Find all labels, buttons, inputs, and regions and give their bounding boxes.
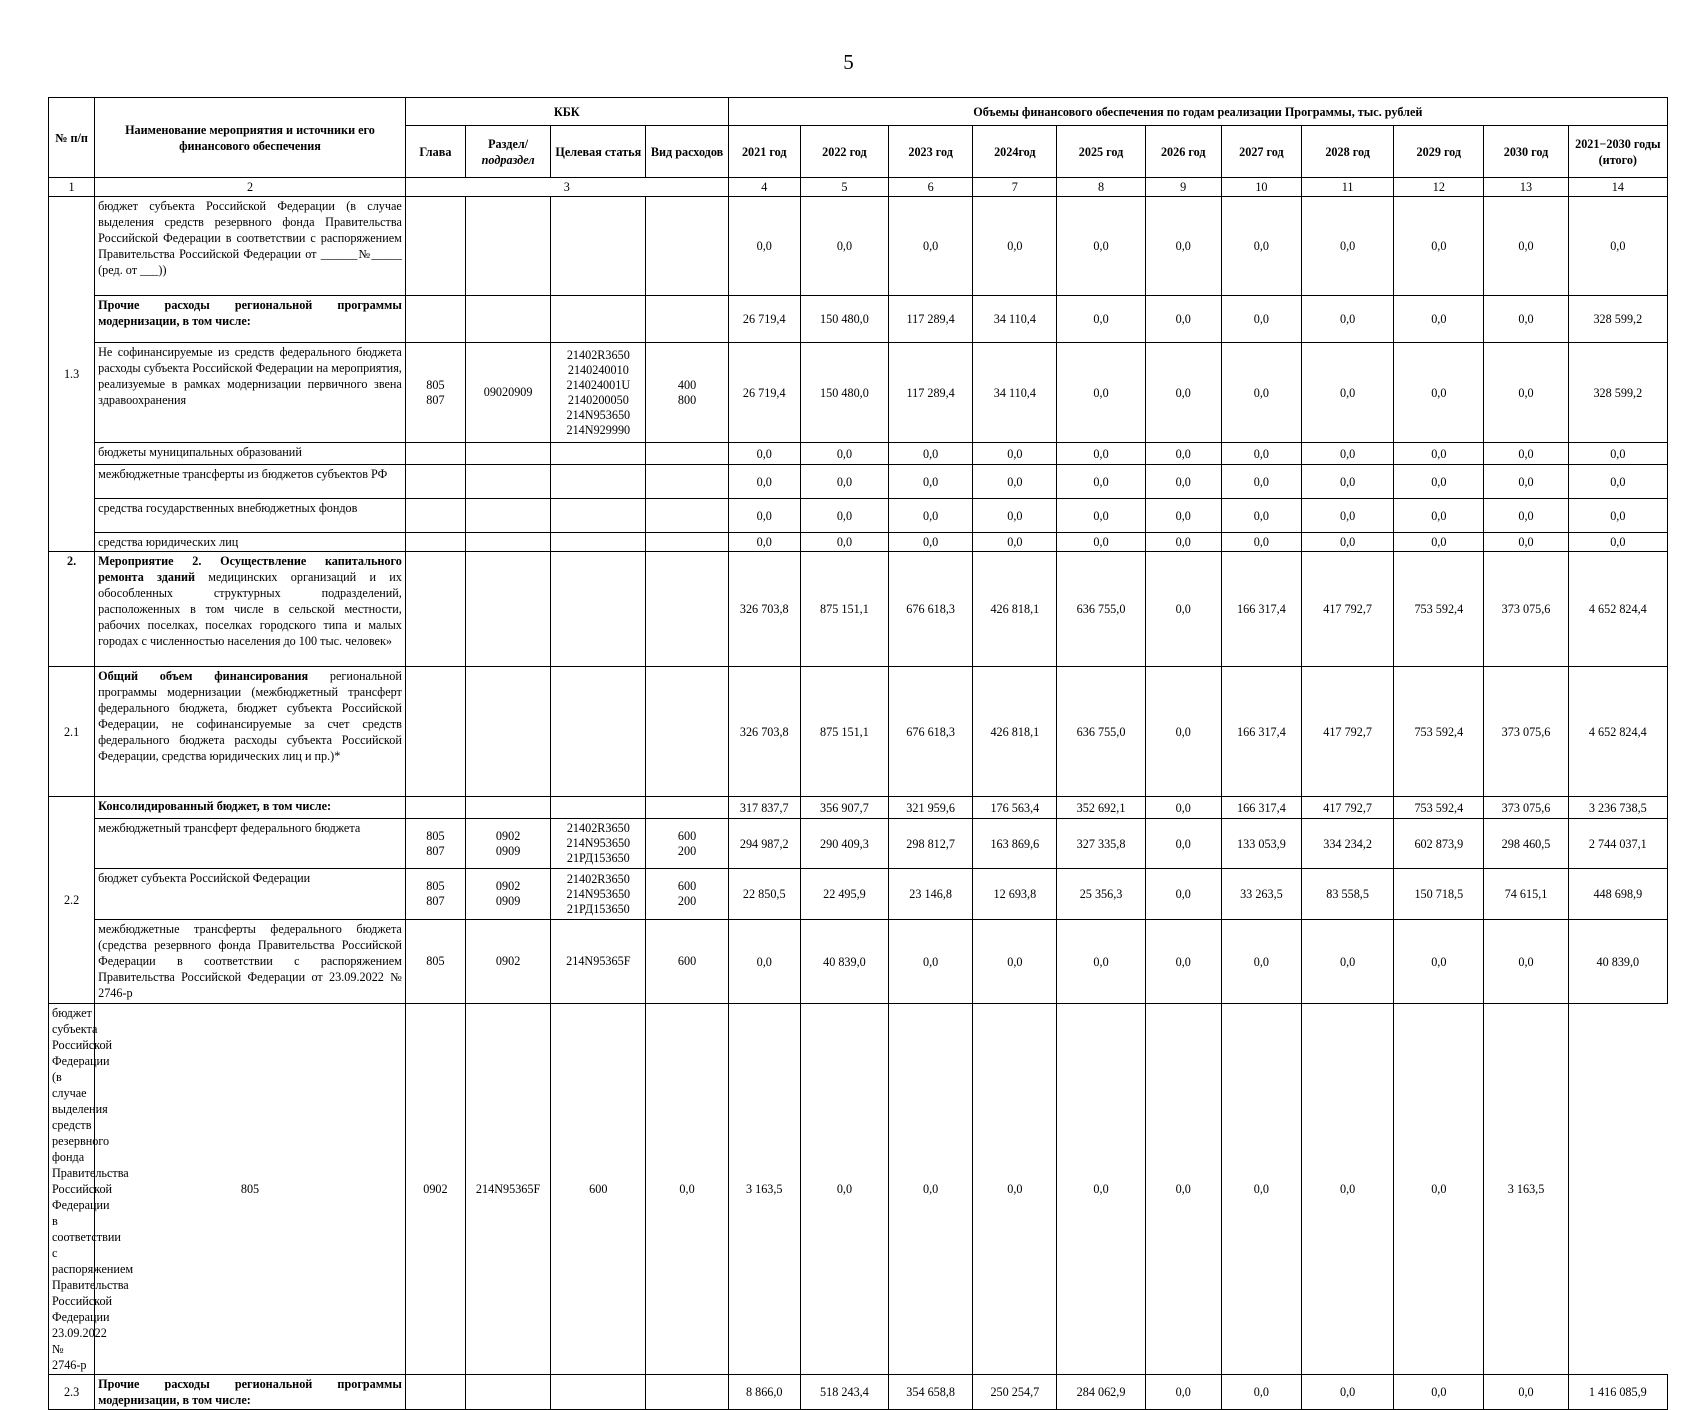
value-cell: 0,0 <box>889 533 973 552</box>
value-cell: 0,0 <box>1394 533 1484 552</box>
value-cell: 117 289,4 <box>889 296 973 343</box>
value-cell: 0,0 <box>889 465 973 499</box>
value-cell: 0,0 <box>1057 499 1145 533</box>
value-cell: 373 075,6 <box>1484 552 1568 667</box>
kbk-razdel: 09020909 <box>466 343 551 443</box>
header-glava: Глава <box>405 126 465 178</box>
header-year: 2028 год <box>1302 126 1394 178</box>
value-cell: 0,0 <box>1221 1004 1301 1375</box>
row-description: межбюджетные трансферты из бюджетов субъектов РФ <box>95 465 406 499</box>
value-cell: 294 987,2 <box>728 819 800 869</box>
value-cell: 163 869,6 <box>973 819 1057 869</box>
row-description: Мероприятие 2. Осуществление капитального ремонта зданий медицинских организаций и их обособленных структурных подразделений, расположенных в том числе в сельской местности, рабочих поселках, поселках городского типа и малых городах с численностью населения до 100 тыс. человек» <box>95 552 406 667</box>
value-total: 2 744 037,1 <box>1568 819 1667 869</box>
kbk-vid: 400 800 <box>646 343 728 443</box>
value-cell: 636 755,0 <box>1057 667 1145 797</box>
value-cell: 0,0 <box>1302 499 1394 533</box>
header-num: № п/п <box>49 98 95 178</box>
kbk-glava <box>405 1375 465 1410</box>
column-number: 14 <box>1568 178 1667 197</box>
value-cell: 0,0 <box>889 197 973 296</box>
value-cell: 0,0 <box>973 1004 1057 1375</box>
table-row <box>49 819 1668 869</box>
header-kbk: КБК <box>405 98 728 126</box>
value-total: 0,0 <box>1568 443 1667 465</box>
value-cell: 166 317,4 <box>1221 552 1301 667</box>
value-cell: 0,0 <box>1145 869 1221 920</box>
value-cell: 0,0 <box>1221 920 1301 1004</box>
header-year: 2030 год <box>1484 126 1568 178</box>
value-cell: 0,0 <box>1221 343 1301 443</box>
kbk-celevaya <box>551 296 646 343</box>
table-row <box>49 1375 1668 1410</box>
value-cell: 0,0 <box>889 443 973 465</box>
kbk-glava <box>405 443 465 465</box>
kbk-celevaya: 214N95365F <box>466 1004 551 1375</box>
column-number: 1 <box>49 178 95 197</box>
row-description: бюджет субъекта Российской Федерации (в случае выделения средств резервного фонда Правительства Российской Федерации в соответствии с распоряжением Правительства Российской Федерации от ______№_____ (ред. от ___)) <box>95 197 406 296</box>
kbk-glava: 805 807 <box>405 869 465 920</box>
row-description: Не софинансируемые из средств федерального бюджета расходы субъекта Российской Федерации на мероприятия, реализуемые в рамках модернизации первичного звена здравоохранения <box>95 343 406 443</box>
value-cell: 0,0 <box>1484 499 1568 533</box>
value-cell: 0,0 <box>1394 920 1484 1004</box>
table-row <box>49 869 1668 920</box>
value-cell: 0,0 <box>1221 533 1301 552</box>
value-cell: 426 818,1 <box>973 667 1057 797</box>
value-cell: 321 959,6 <box>889 797 973 819</box>
value-cell: 676 618,3 <box>889 552 973 667</box>
value-cell: 0,0 <box>646 1004 728 1375</box>
value-cell: 0,0 <box>1221 465 1301 499</box>
page-number: 5 <box>843 50 854 74</box>
value-cell: 352 692,1 <box>1057 797 1145 819</box>
column-number: 5 <box>800 178 888 197</box>
kbk-razdel <box>466 443 551 465</box>
row-description: бюджет субъекта Российской Федерации (в случае выделения средств резервного фонда Правительства Российской Федерации в соответствии с распоряжением Правительства Российской Федерации 23.09.2022 № 2746-р <box>49 1004 95 1375</box>
header-year: 2025 год <box>1057 126 1145 178</box>
value-cell: 34 110,4 <box>973 296 1057 343</box>
row-description: Консолидированный бюджет, в том числе: <box>95 797 406 819</box>
header-year: 2021 год <box>728 126 800 178</box>
value-cell: 354 658,8 <box>889 1375 973 1410</box>
kbk-celevaya: 214N95365F <box>551 920 646 1004</box>
value-cell: 0,0 <box>1484 1375 1568 1410</box>
value-cell: 0,0 <box>1057 465 1145 499</box>
value-total: 0,0 <box>1568 499 1667 533</box>
value-cell: 0,0 <box>973 443 1057 465</box>
value-cell: 373 075,6 <box>1484 797 1568 819</box>
column-number: 6 <box>889 178 973 197</box>
value-cell: 150 480,0 <box>800 343 888 443</box>
header-name: Наименование мероприятия и источники его финансового обеспечения <box>95 98 406 178</box>
value-total: 0,0 <box>1568 465 1667 499</box>
value-cell: 0,0 <box>973 533 1057 552</box>
kbk-celevaya: 21402R3650 214N953650 21РД153650 <box>551 869 646 920</box>
value-cell: 33 263,5 <box>1221 869 1301 920</box>
column-number: 13 <box>1484 178 1568 197</box>
value-cell: 0,0 <box>1484 465 1568 499</box>
kbk-razdel: 0902 0909 <box>466 819 551 869</box>
value-cell: 0,0 <box>1145 465 1221 499</box>
value-cell: 0,0 <box>1221 1375 1301 1410</box>
kbk-vid <box>646 533 728 552</box>
kbk-vid <box>646 197 728 296</box>
value-cell: 0,0 <box>800 443 888 465</box>
value-cell: 150 480,0 <box>800 296 888 343</box>
column-number: 11 <box>1302 178 1394 197</box>
value-cell: 327 335,8 <box>1057 819 1145 869</box>
value-cell: 0,0 <box>1057 920 1145 1004</box>
value-cell: 8 866,0 <box>728 1375 800 1410</box>
value-cell: 0,0 <box>1302 443 1394 465</box>
value-total: 328 599,2 <box>1568 296 1667 343</box>
value-cell: 0,0 <box>1221 197 1301 296</box>
value-cell: 0,0 <box>973 197 1057 296</box>
value-cell: 0,0 <box>800 465 888 499</box>
kbk-celevaya <box>551 797 646 819</box>
kbk-vid <box>646 296 728 343</box>
column-number: 3 <box>405 178 728 197</box>
value-cell: 0,0 <box>728 533 800 552</box>
header-year: 2022 год <box>800 126 888 178</box>
value-cell: 166 317,4 <box>1221 667 1301 797</box>
value-total: 0,0 <box>1568 533 1667 552</box>
value-cell: 0,0 <box>1302 533 1394 552</box>
value-cell: 0,0 <box>889 499 973 533</box>
kbk-glava <box>405 465 465 499</box>
value-cell: 12 693,8 <box>973 869 1057 920</box>
header-year-total: 2021−2030 годы (итого) <box>1568 126 1667 178</box>
kbk-celevaya <box>551 533 646 552</box>
kbk-glava <box>405 197 465 296</box>
value-cell: 0,0 <box>973 499 1057 533</box>
table-row <box>49 667 1668 797</box>
value-cell: 0,0 <box>1302 1375 1394 1410</box>
kbk-vid <box>646 667 728 797</box>
value-cell: 0,0 <box>1145 552 1221 667</box>
kbk-razdel <box>466 533 551 552</box>
row-number: 2.2 <box>49 797 95 1004</box>
table-row <box>49 343 1668 443</box>
value-cell: 0,0 <box>1145 443 1221 465</box>
header-volumes: Объемы финансового обеспечения по годам реализации Программы, тыс. рублей <box>728 98 1667 126</box>
kbk-glava: 805 807 <box>405 343 465 443</box>
value-cell: 0,0 <box>800 1004 888 1375</box>
row-description: Прочие расходы региональной программы модернизации, в том числе: <box>95 296 406 343</box>
row-description: межбюджетные трансферты федерального бюджета (средства резервного фонда Правительства Российской Федерации в соответствии с распоряжением Правительства Российской Федерации от 23.09.2022 № 2746-р <box>95 920 406 1004</box>
kbk-glava <box>405 667 465 797</box>
kbk-glava: 805 <box>95 1004 406 1375</box>
value-cell: 676 618,3 <box>889 667 973 797</box>
header-celevaya: Целевая статья <box>551 126 646 178</box>
value-cell: 518 243,4 <box>800 1375 888 1410</box>
value-cell: 602 873,9 <box>1394 819 1484 869</box>
value-total: 1 416 085,9 <box>1568 1375 1667 1410</box>
value-cell: 0,0 <box>1394 499 1484 533</box>
kbk-glava: 805 <box>405 920 465 1004</box>
value-cell: 753 592,4 <box>1394 667 1484 797</box>
value-cell: 22 850,5 <box>728 869 800 920</box>
kbk-glava: 805 807 <box>405 819 465 869</box>
row-description: межбюджетный трансферт федерального бюджета <box>95 819 406 869</box>
value-cell: 34 110,4 <box>973 343 1057 443</box>
value-cell: 636 755,0 <box>1057 552 1145 667</box>
column-number: 10 <box>1221 178 1301 197</box>
kbk-razdel: 0902 <box>405 1004 465 1375</box>
value-cell: 875 151,1 <box>800 667 888 797</box>
table-row <box>49 197 1668 296</box>
value-cell: 23 146,8 <box>889 869 973 920</box>
value-cell: 250 254,7 <box>973 1375 1057 1410</box>
kbk-celevaya <box>551 667 646 797</box>
kbk-razdel <box>466 797 551 819</box>
kbk-vid <box>646 552 728 667</box>
table-row <box>49 552 1668 667</box>
value-cell: 166 317,4 <box>1221 797 1301 819</box>
value-cell: 0,0 <box>1221 296 1301 343</box>
row-number: 2. <box>49 552 95 667</box>
value-cell: 0,0 <box>1145 533 1221 552</box>
kbk-razdel: 0902 <box>466 920 551 1004</box>
value-cell: 753 592,4 <box>1394 797 1484 819</box>
value-cell: 875 151,1 <box>800 552 888 667</box>
kbk-razdel <box>466 465 551 499</box>
kbk-razdel <box>466 552 551 667</box>
value-cell: 0,0 <box>1394 296 1484 343</box>
financing-table <box>48 97 1668 1410</box>
value-cell: 417 792,7 <box>1302 797 1394 819</box>
value-cell: 0,0 <box>1302 343 1394 443</box>
value-cell: 0,0 <box>1394 1004 1484 1375</box>
value-cell: 26 719,4 <box>728 296 800 343</box>
kbk-glava <box>405 296 465 343</box>
value-cell: 150 718,5 <box>1394 869 1484 920</box>
row-description: бюджеты муниципальных образований <box>95 443 406 465</box>
kbk-vid: 600 200 <box>646 819 728 869</box>
row-description: средства юридических лиц <box>95 533 406 552</box>
value-cell: 0,0 <box>1302 920 1394 1004</box>
table-row <box>49 296 1668 343</box>
header-year: 2026 год <box>1145 126 1221 178</box>
table-row <box>49 920 1668 1004</box>
row-number: 2.3 <box>49 1375 95 1410</box>
table-row <box>49 499 1668 533</box>
header-razdel: Раздел/ подраздел <box>466 126 551 178</box>
header-year: 2023 год <box>889 126 973 178</box>
row-number: 1.3 <box>49 197 95 552</box>
value-cell: 0,0 <box>800 197 888 296</box>
value-cell: 3 163,5 <box>728 1004 800 1375</box>
kbk-celevaya: 21402R3650 214N953650 21РД153650 <box>551 819 646 869</box>
column-number: 9 <box>1145 178 1221 197</box>
value-cell: 0,0 <box>1484 443 1568 465</box>
value-cell: 0,0 <box>1484 296 1568 343</box>
table-row <box>49 443 1668 465</box>
value-cell: 0,0 <box>728 920 800 1004</box>
value-cell: 0,0 <box>1145 499 1221 533</box>
row-description: Прочие расходы региональной программы модернизации, в том числе: <box>95 1375 406 1410</box>
value-cell: 0,0 <box>1145 343 1221 443</box>
kbk-celevaya <box>551 552 646 667</box>
kbk-vid <box>646 465 728 499</box>
value-cell: 0,0 <box>1394 443 1484 465</box>
column-number: 8 <box>1057 178 1145 197</box>
column-number: 2 <box>95 178 406 197</box>
table-row <box>49 533 1668 552</box>
value-cell: 0,0 <box>1394 1375 1484 1410</box>
row-description: средства государственных внебюджетных фондов <box>95 499 406 533</box>
kbk-vid <box>646 499 728 533</box>
kbk-celevaya <box>551 499 646 533</box>
kbk-glava <box>405 499 465 533</box>
kbk-razdel <box>466 197 551 296</box>
value-cell: 0,0 <box>800 499 888 533</box>
value-cell: 0,0 <box>800 533 888 552</box>
value-cell: 0,0 <box>973 465 1057 499</box>
value-cell: 0,0 <box>1057 533 1145 552</box>
kbk-glava <box>405 533 465 552</box>
value-cell: 117 289,4 <box>889 343 973 443</box>
table-row <box>49 1004 1668 1375</box>
kbk-razdel <box>466 667 551 797</box>
value-cell: 0,0 <box>1145 1375 1221 1410</box>
value-cell: 0,0 <box>1057 443 1145 465</box>
value-cell: 0,0 <box>1221 443 1301 465</box>
value-cell: 417 792,7 <box>1302 552 1394 667</box>
value-cell: 0,0 <box>1145 667 1221 797</box>
value-cell: 0,0 <box>1145 296 1221 343</box>
value-cell: 298 812,7 <box>889 819 973 869</box>
value-cell: 0,0 <box>1394 197 1484 296</box>
table-row <box>49 465 1668 499</box>
value-total: 3 236 738,5 <box>1568 797 1667 819</box>
value-cell: 0,0 <box>1302 1004 1394 1375</box>
row-description: бюджет субъекта Российской Федерации <box>95 869 406 920</box>
value-cell: 83 558,5 <box>1302 869 1394 920</box>
value-cell: 0,0 <box>1394 465 1484 499</box>
value-cell: 373 075,6 <box>1484 667 1568 797</box>
value-cell: 426 818,1 <box>973 552 1057 667</box>
value-cell: 334 234,2 <box>1302 819 1394 869</box>
value-cell: 0,0 <box>1484 533 1568 552</box>
value-cell: 0,0 <box>728 465 800 499</box>
value-total: 3 163,5 <box>1484 1004 1568 1375</box>
header-year: 2027 год <box>1221 126 1301 178</box>
kbk-celevaya: 21402R3650 2140240010 214024001U 2140200050 214N953650 214N929990 <box>551 343 646 443</box>
value-cell: 176 563,4 <box>973 797 1057 819</box>
value-cell: 298 460,5 <box>1484 819 1568 869</box>
value-total: 4 652 824,4 <box>1568 552 1667 667</box>
column-number: 7 <box>973 178 1057 197</box>
value-cell: 284 062,9 <box>1057 1375 1145 1410</box>
header-vid: Вид расходов <box>646 126 728 178</box>
kbk-vid: 600 200 <box>646 869 728 920</box>
row-description: Общий объем финансирования региональной программы модернизации (межбюджетный трансферт федерального бюджета, бюджет субъекта Российской Федерации, не софинансируемые за счет средств федерального бюджета расходы субъекта Российской Федерации, средства юридических лиц и пр.)* <box>95 667 406 797</box>
kbk-vid <box>646 1375 728 1410</box>
value-cell: 0,0 <box>889 920 973 1004</box>
table-row <box>49 797 1668 819</box>
header-year: 2029 год <box>1394 126 1484 178</box>
value-cell: 0,0 <box>1484 343 1568 443</box>
kbk-razdel: 0902 0909 <box>466 869 551 920</box>
value-total: 0,0 <box>1568 197 1667 296</box>
value-total: 448 698,9 <box>1568 869 1667 920</box>
value-cell: 0,0 <box>1302 197 1394 296</box>
value-cell: 0,0 <box>889 1004 973 1375</box>
value-cell: 0,0 <box>1302 296 1394 343</box>
kbk-celevaya <box>551 197 646 296</box>
column-number: 12 <box>1394 178 1484 197</box>
value-cell: 74 615,1 <box>1484 869 1568 920</box>
value-cell: 0,0 <box>1057 296 1145 343</box>
value-cell: 0,0 <box>1221 499 1301 533</box>
value-cell: 356 907,7 <box>800 797 888 819</box>
value-total: 40 839,0 <box>1568 920 1667 1004</box>
kbk-vid: 600 <box>646 920 728 1004</box>
header-year: 2024год <box>973 126 1057 178</box>
kbk-razdel <box>466 499 551 533</box>
value-total: 4 652 824,4 <box>1568 667 1667 797</box>
value-cell: 0,0 <box>728 499 800 533</box>
kbk-vid: 600 <box>551 1004 646 1375</box>
value-cell: 25 356,3 <box>1057 869 1145 920</box>
kbk-celevaya <box>551 443 646 465</box>
value-cell: 133 053,9 <box>1221 819 1301 869</box>
row-number: 2.1 <box>49 667 95 797</box>
kbk-celevaya <box>551 1375 646 1410</box>
value-cell: 0,0 <box>1145 920 1221 1004</box>
value-cell: 40 839,0 <box>800 920 888 1004</box>
kbk-vid <box>646 797 728 819</box>
value-cell: 417 792,7 <box>1302 667 1394 797</box>
value-cell: 0,0 <box>1057 197 1145 296</box>
value-cell: 0,0 <box>1145 197 1221 296</box>
kbk-razdel <box>466 1375 551 1410</box>
kbk-glava <box>405 797 465 819</box>
column-number: 4 <box>728 178 800 197</box>
value-cell: 0,0 <box>1145 797 1221 819</box>
value-cell: 26 719,4 <box>728 343 800 443</box>
value-cell: 0,0 <box>1145 819 1221 869</box>
value-cell: 317 837,7 <box>728 797 800 819</box>
value-cell: 0,0 <box>1394 343 1484 443</box>
value-cell: 0,0 <box>973 920 1057 1004</box>
value-total: 328 599,2 <box>1568 343 1667 443</box>
value-cell: 22 495,9 <box>800 869 888 920</box>
value-cell: 0,0 <box>1484 920 1568 1004</box>
kbk-razdel <box>466 296 551 343</box>
kbk-celevaya <box>551 465 646 499</box>
value-cell: 0,0 <box>1302 465 1394 499</box>
value-cell: 326 703,8 <box>728 667 800 797</box>
value-cell: 326 703,8 <box>728 552 800 667</box>
value-cell: 0,0 <box>1057 343 1145 443</box>
value-cell: 0,0 <box>1484 197 1568 296</box>
value-cell: 0,0 <box>728 197 800 296</box>
value-cell: 0,0 <box>728 443 800 465</box>
value-cell: 290 409,3 <box>800 819 888 869</box>
value-cell: 753 592,4 <box>1394 552 1484 667</box>
kbk-vid <box>646 443 728 465</box>
kbk-glava <box>405 552 465 667</box>
value-cell: 0,0 <box>1145 1004 1221 1375</box>
value-cell: 0,0 <box>1057 1004 1145 1375</box>
